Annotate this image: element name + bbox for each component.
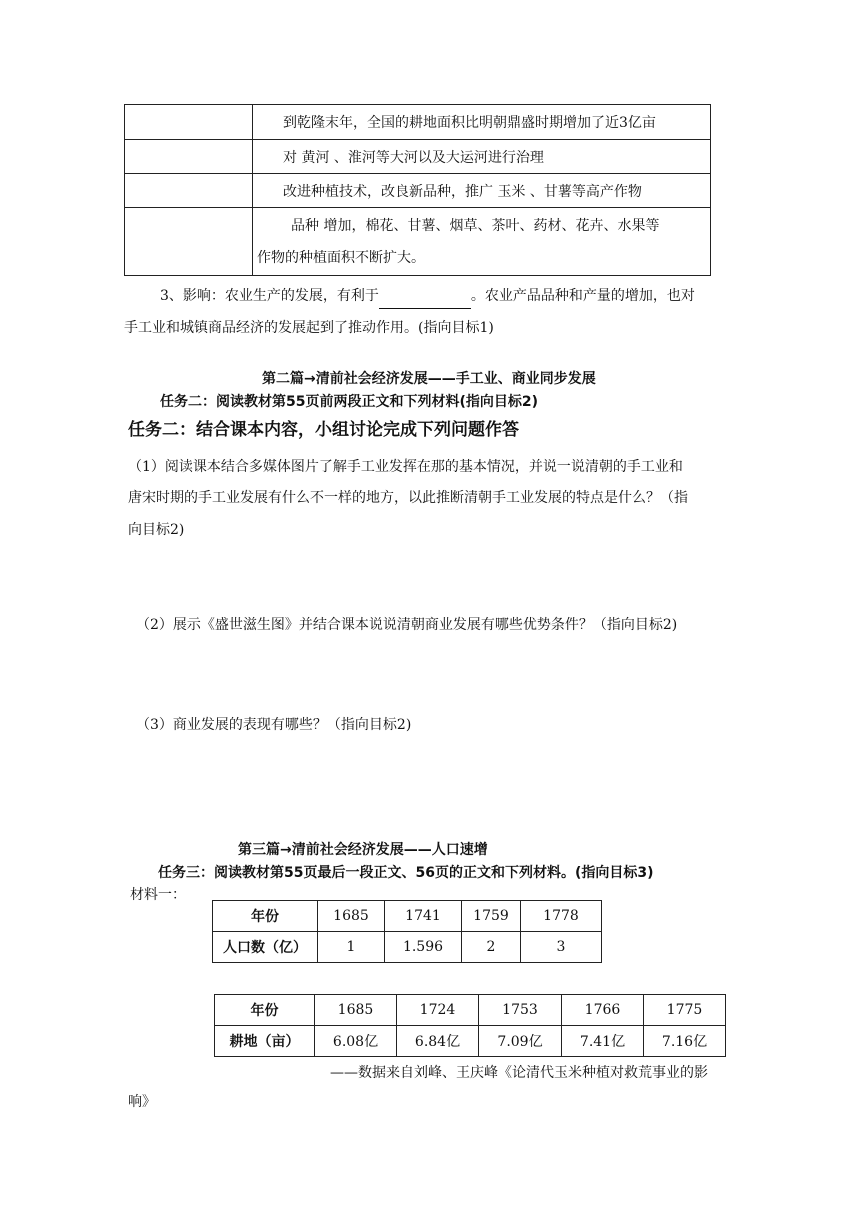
source-citation-line-2: 响》 (128, 1094, 156, 1110)
section-2-task-a: 任务二：阅读教材第55页前两段正文和下列材料(指向目标2) (160, 394, 539, 410)
year-header: 年份 (213, 901, 318, 932)
year-cell: 1724 (397, 995, 479, 1026)
year-cell: 1753 (479, 995, 562, 1026)
table-header-row (215, 995, 726, 1026)
table-cell: 改进种植技术，改良新品种，推广 玉米 、甘薯等高产作物 (253, 174, 711, 208)
farmland-table (214, 994, 726, 1057)
table-cell-multiline (253, 208, 711, 276)
table-cell-line: 品种 增加，棉花、甘薯、烟草、茶叶、药材、花卉、水果等 (291, 217, 660, 234)
farmland-cell: 7.09亿 (479, 1026, 562, 1057)
section-2-title: 第二篇→清前社会经济发展——手工业、商业同步发展 (262, 371, 596, 387)
table-cell-empty (125, 140, 253, 174)
year-cell: 1775 (644, 995, 726, 1026)
source-citation-line-1: ——数据来自刘峰、王庆峰《论清代玉米种植对救荒事业的影 (330, 1065, 708, 1081)
population-header: 人口数（亿） (213, 932, 318, 963)
year-cell: 1741 (385, 901, 462, 932)
section-3-task: 任务三：阅读教材第55页最后一段正文、56页的正文和下列材料。(指向目标3) (158, 865, 654, 881)
influence-prefix: 3、影响：农业生产的发展，有利于 (160, 288, 379, 304)
table-cell: 对 黄河 、淮河等大河以及大运河进行治理 (253, 140, 711, 174)
table-header-row (213, 901, 602, 932)
question-1-line-2: 唐宋时期的手工业发展有什么不一样的地方，以此推断清朝手工业发展的特点是什么？（指 (128, 490, 688, 506)
table-cell-empty (125, 208, 253, 276)
table-row (213, 932, 602, 963)
section-3-title: 第三篇→清前社会经济发展——人口速增 (238, 842, 488, 858)
farmland-cell: 7.41亿 (562, 1026, 644, 1057)
farmland-cell: 6.08亿 (315, 1026, 397, 1057)
table-cell: 到乾隆末年，全国的耕地面积比明朝鼎盛时期增加了近3亿亩 (253, 105, 711, 140)
farmland-cell: 6.84亿 (397, 1026, 479, 1057)
influence-suffix: 。农业产品品种和产量的增加，也对 (470, 288, 695, 304)
population-table (212, 900, 602, 963)
question-2: （2）展示《盛世滋生图》并结合课本说说清朝商业发展有哪些优势条件？（指向目标2) (136, 617, 678, 633)
fill-in-blank[interactable] (379, 292, 471, 309)
question-1-line-1: （1）阅读课本结合多媒体图片了解手工业发挥在那的基本情况，并说一说清朝的手工业和 (128, 459, 683, 475)
table-cell-empty (125, 105, 253, 140)
section-2-task-b: 任务二：结合课本内容，小组讨论完成下列问题作答 (128, 420, 519, 440)
table-cell-line: 作物的种植面积不断扩大。 (257, 249, 425, 266)
table-row (125, 208, 711, 276)
year-cell: 1685 (315, 995, 397, 1026)
influence-line-1 (160, 283, 695, 309)
material-label: 材料一： (130, 887, 186, 903)
year-cell: 1766 (562, 995, 644, 1026)
table-row (125, 105, 711, 140)
influence-line-2: 手工业和城镇商品经济的发展起到了推动作用。(指向目标1) (124, 320, 494, 336)
population-cell: 2 (462, 932, 521, 963)
table-row (215, 1026, 726, 1057)
year-header: 年份 (215, 995, 315, 1026)
farmland-header: 耕地（亩） (215, 1026, 315, 1057)
population-cell: 1 (318, 932, 385, 963)
table-row (125, 140, 711, 174)
year-cell: 1685 (318, 901, 385, 932)
question-3: （3）商业发展的表现有哪些？（指向目标2) (136, 717, 412, 733)
population-cell: 3 (521, 932, 602, 963)
farmland-cell: 7.16亿 (644, 1026, 726, 1057)
question-1-line-3: 向目标2) (128, 522, 185, 538)
table-row (125, 174, 711, 208)
year-cell: 1778 (521, 901, 602, 932)
year-cell: 1759 (462, 901, 521, 932)
agriculture-table (124, 104, 711, 276)
table-cell-empty (125, 174, 253, 208)
population-cell: 1.596 (385, 932, 462, 963)
